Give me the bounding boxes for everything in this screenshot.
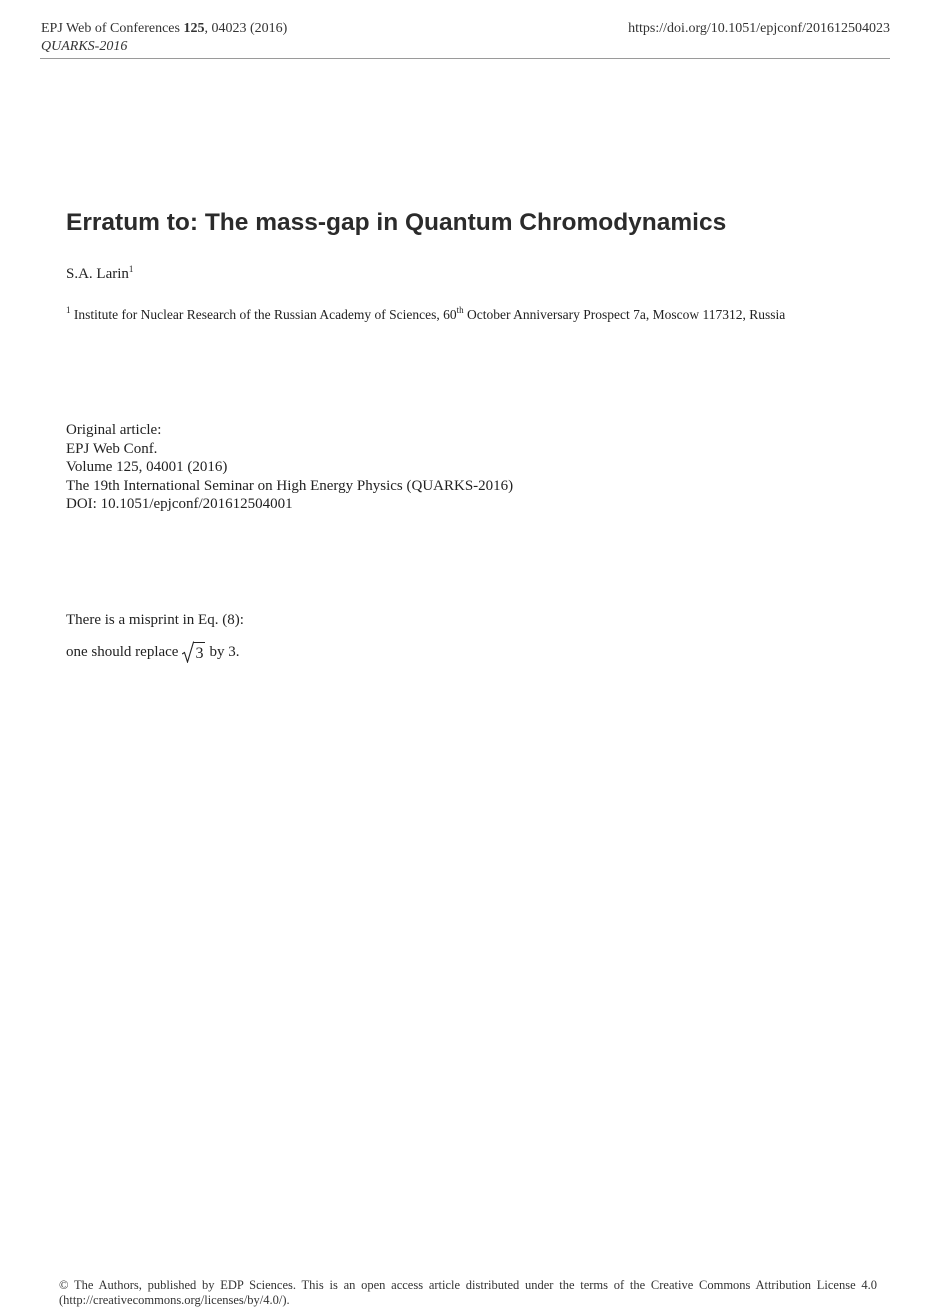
erratum-statement: There is a misprint in Eq. (8): [66,612,244,628]
affiliation-text-start: Institute for Nuclear Research of the Russian Academy of Sciences, 60 [70,307,457,322]
erratum-correction-replacement: by 3. [209,644,240,660]
journal-name: EPJ Web of Conferences [41,21,184,36]
original-article-volume: Volume 125, 04001 (2016) [66,459,228,475]
author-name: S.A. Larin [66,266,129,282]
affiliation-mark: 1 [66,305,71,315]
erratum-correction-text: one should replace [66,644,179,660]
running-header-left [41,20,287,56]
affiliation-line [66,306,785,324]
original-article-seminar: The 19th International Seminar on High Energy Physics (QUARKS-2016) [66,477,514,494]
author-affiliation-mark: 1 [128,264,134,274]
affiliation-ordinal: th [456,305,464,315]
paper-title: Erratum to: The mass-gap in Quantum Chromodynamics [66,209,727,236]
affiliation-text-end: October Anniversary Prospect 7a, Moscow 117312, Russia [463,307,786,322]
author-line [66,265,133,283]
original-article-block [66,421,513,514]
license-url[interactable]: (http://creativecommons.org/licenses/by/4.0/). [59,1293,290,1307]
header-doi-link[interactable]: https://doi.org/10.1051/epjconf/201612504023 [628,21,890,36]
original-article-label: Original article: [66,422,162,438]
journal-volume: 125 [183,21,205,36]
erratum-body [66,611,244,663]
journal-citation [41,20,287,38]
original-article-doi[interactable]: DOI: 10.1051/epjconf/201612504001 [66,496,293,512]
license-footer [59,1278,877,1308]
square-root-expression [182,641,205,663]
conference-name: QUARKS-2016 [41,39,128,54]
radicand: 3 [193,642,205,663]
header-divider [40,58,890,59]
original-article-journal: EPJ Web Conf. [66,440,158,457]
erratum-correction [66,641,244,663]
license-text: © The Authors, published by EDP Sciences. This is an open access article distributed under the terms of the Creative Commons Attribution License 4.0 [59,1278,877,1292]
article-number: , 04023 (2016) [204,21,288,36]
